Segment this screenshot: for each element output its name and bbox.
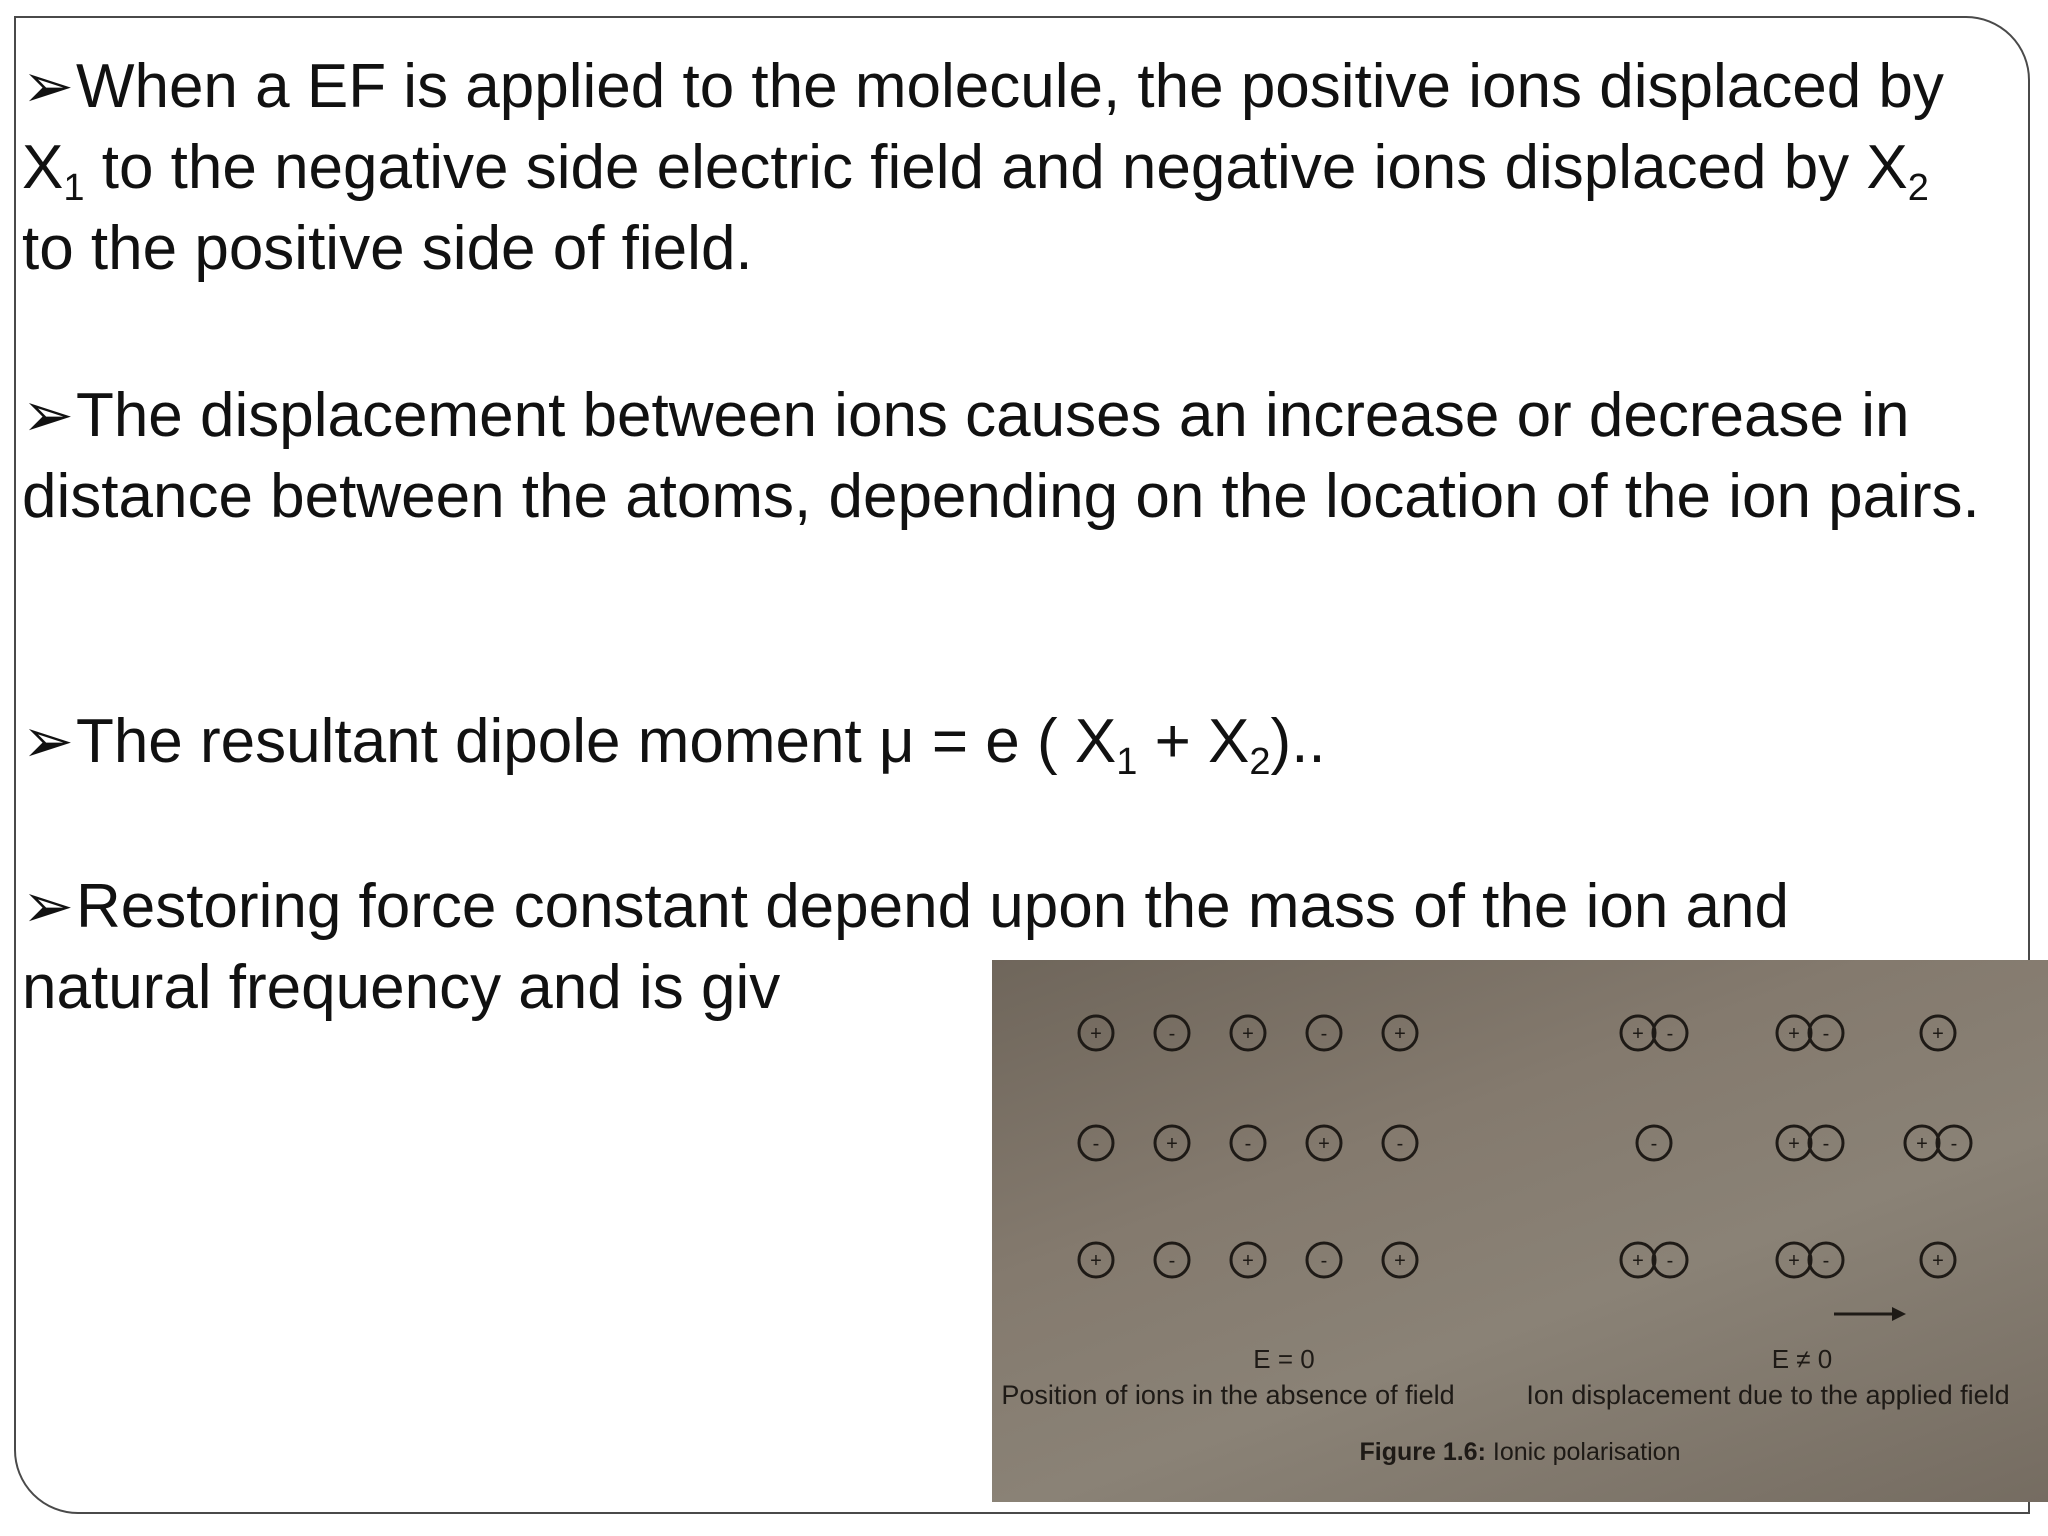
negative-ion-icon — [1231, 1126, 1265, 1160]
svg-text:+: + — [1932, 1023, 1944, 1045]
svg-text:+: + — [1242, 1250, 1254, 1272]
svg-text:+: + — [1090, 1250, 1102, 1272]
positive-ion-icon — [1383, 1016, 1417, 1050]
positive-ion-icon — [1155, 1126, 1189, 1160]
bullet-ef-applied — [22, 46, 1982, 289]
positive-ion-icon — [1621, 1016, 1655, 1050]
right-field-label: E ≠ 0 — [1771, 1344, 1833, 1374]
bullet-text: The resultant dipole moment μ = e ( X — [75, 707, 1117, 776]
svg-text:+: + — [1090, 1023, 1102, 1045]
svg-text:+: + — [1632, 1250, 1644, 1272]
svg-text:-: - — [1320, 1023, 1328, 1045]
svg-text:-: - — [1244, 1133, 1252, 1155]
bullet-displacement — [22, 375, 1982, 537]
svg-text:+: + — [1632, 1023, 1644, 1045]
svg-text:-: - — [1822, 1133, 1830, 1155]
negative-ion-icon — [1079, 1126, 1113, 1160]
figure-caption-text: Ionic polarisation — [1485, 1438, 1681, 1466]
svg-text:+: + — [1166, 1133, 1178, 1155]
negative-ion-icon — [1155, 1016, 1189, 1050]
positive-ion-icon — [1079, 1016, 1113, 1050]
svg-text:-: - — [1822, 1250, 1830, 1272]
svg-text:+: + — [1788, 1250, 1800, 1272]
svg-text:+: + — [1318, 1133, 1330, 1155]
figure-caption — [1360, 1438, 1681, 1466]
positive-ion-icon — [1621, 1243, 1655, 1277]
negative-ion-icon — [1653, 1016, 1687, 1050]
svg-text:-: - — [1950, 1133, 1958, 1155]
field-arrow-icon — [1892, 1307, 1906, 1321]
negative-ion-icon — [1809, 1016, 1843, 1050]
positive-ion-icon — [1231, 1016, 1265, 1050]
svg-text:-: - — [1092, 1133, 1100, 1155]
bullet-text: When a EF is applied to the molecule, the positive ions displaced by X — [22, 52, 1944, 202]
left-field-label: E = 0 — [1253, 1344, 1315, 1374]
negative-ion-icon — [1383, 1126, 1417, 1160]
positive-ion-icon — [1383, 1243, 1417, 1277]
svg-text:+: + — [1394, 1023, 1406, 1045]
svg-text:-: - — [1320, 1250, 1328, 1272]
negative-ion-icon — [1307, 1243, 1341, 1277]
subscript: 1 — [63, 167, 85, 209]
negative-ion-icon — [1155, 1243, 1189, 1277]
bullet-text: The displacement between ions causes an increase or decrease in distance between the atoms, depending on the location of the ion pairs. — [22, 381, 1980, 531]
bullet-dipole-moment — [22, 701, 1982, 782]
negative-ion-icon — [1637, 1126, 1671, 1160]
bullet-text: Restoring force constant depend upon the mass of the ion and natural frequency and is giv — [22, 872, 1789, 1022]
svg-text:+: + — [1916, 1133, 1928, 1155]
bullet-arrow-icon: ➢ — [22, 872, 74, 941]
bullet-text: to the negative side electric field and negative ions displaced by X — [84, 133, 1908, 202]
svg-text:-: - — [1666, 1250, 1674, 1272]
bullet-text: ).. — [1270, 707, 1326, 776]
positive-ion-icon — [1231, 1243, 1265, 1277]
negative-ion-icon — [1937, 1126, 1971, 1160]
bullet-text: to the positive side of field. — [22, 214, 753, 283]
subscript: 2 — [1907, 167, 1929, 209]
positive-ion-icon — [1079, 1243, 1113, 1277]
negative-ion-icon — [1653, 1243, 1687, 1277]
ion-diagram — [992, 960, 2048, 1502]
positive-ion-icon — [1777, 1126, 1811, 1160]
svg-text:-: - — [1168, 1250, 1176, 1272]
svg-text:+: + — [1788, 1023, 1800, 1045]
right-caption: Ion displacement due to the applied field — [1526, 1380, 2010, 1410]
positive-ion-icon — [1777, 1243, 1811, 1277]
svg-text:+: + — [1788, 1133, 1800, 1155]
svg-text:-: - — [1666, 1023, 1674, 1045]
negative-ion-icon — [1809, 1243, 1843, 1277]
svg-text:-: - — [1168, 1023, 1176, 1045]
svg-text:-: - — [1650, 1133, 1658, 1155]
figure-caption-label: Figure 1.6: — [1359, 1438, 1486, 1466]
bullet-arrow-icon: ➢ — [22, 381, 74, 450]
svg-text:+: + — [1242, 1023, 1254, 1045]
positive-ion-icon — [1905, 1126, 1939, 1160]
left-caption: Position of ions in the absence of field — [1001, 1380, 1455, 1410]
svg-text:-: - — [1822, 1023, 1830, 1045]
bullet-text: + X — [1137, 707, 1250, 776]
positive-ion-icon — [1777, 1016, 1811, 1050]
positive-ion-icon — [1921, 1016, 1955, 1050]
svg-text:+: + — [1394, 1250, 1406, 1272]
bullet-arrow-icon: ➢ — [22, 707, 74, 776]
negative-ion-icon — [1307, 1016, 1341, 1050]
ions-layer — [1079, 1016, 1971, 1277]
positive-ion-icon — [1921, 1243, 1955, 1277]
positive-ion-icon — [1307, 1126, 1341, 1160]
subscript: 2 — [1249, 741, 1271, 783]
svg-text:+: + — [1932, 1250, 1944, 1272]
ionic-polarisation-figure — [992, 960, 2048, 1502]
bullet-arrow-icon: ➢ — [22, 52, 74, 121]
negative-ion-icon — [1809, 1126, 1843, 1160]
svg-text:-: - — [1396, 1133, 1404, 1155]
subscript: 1 — [1116, 741, 1138, 783]
